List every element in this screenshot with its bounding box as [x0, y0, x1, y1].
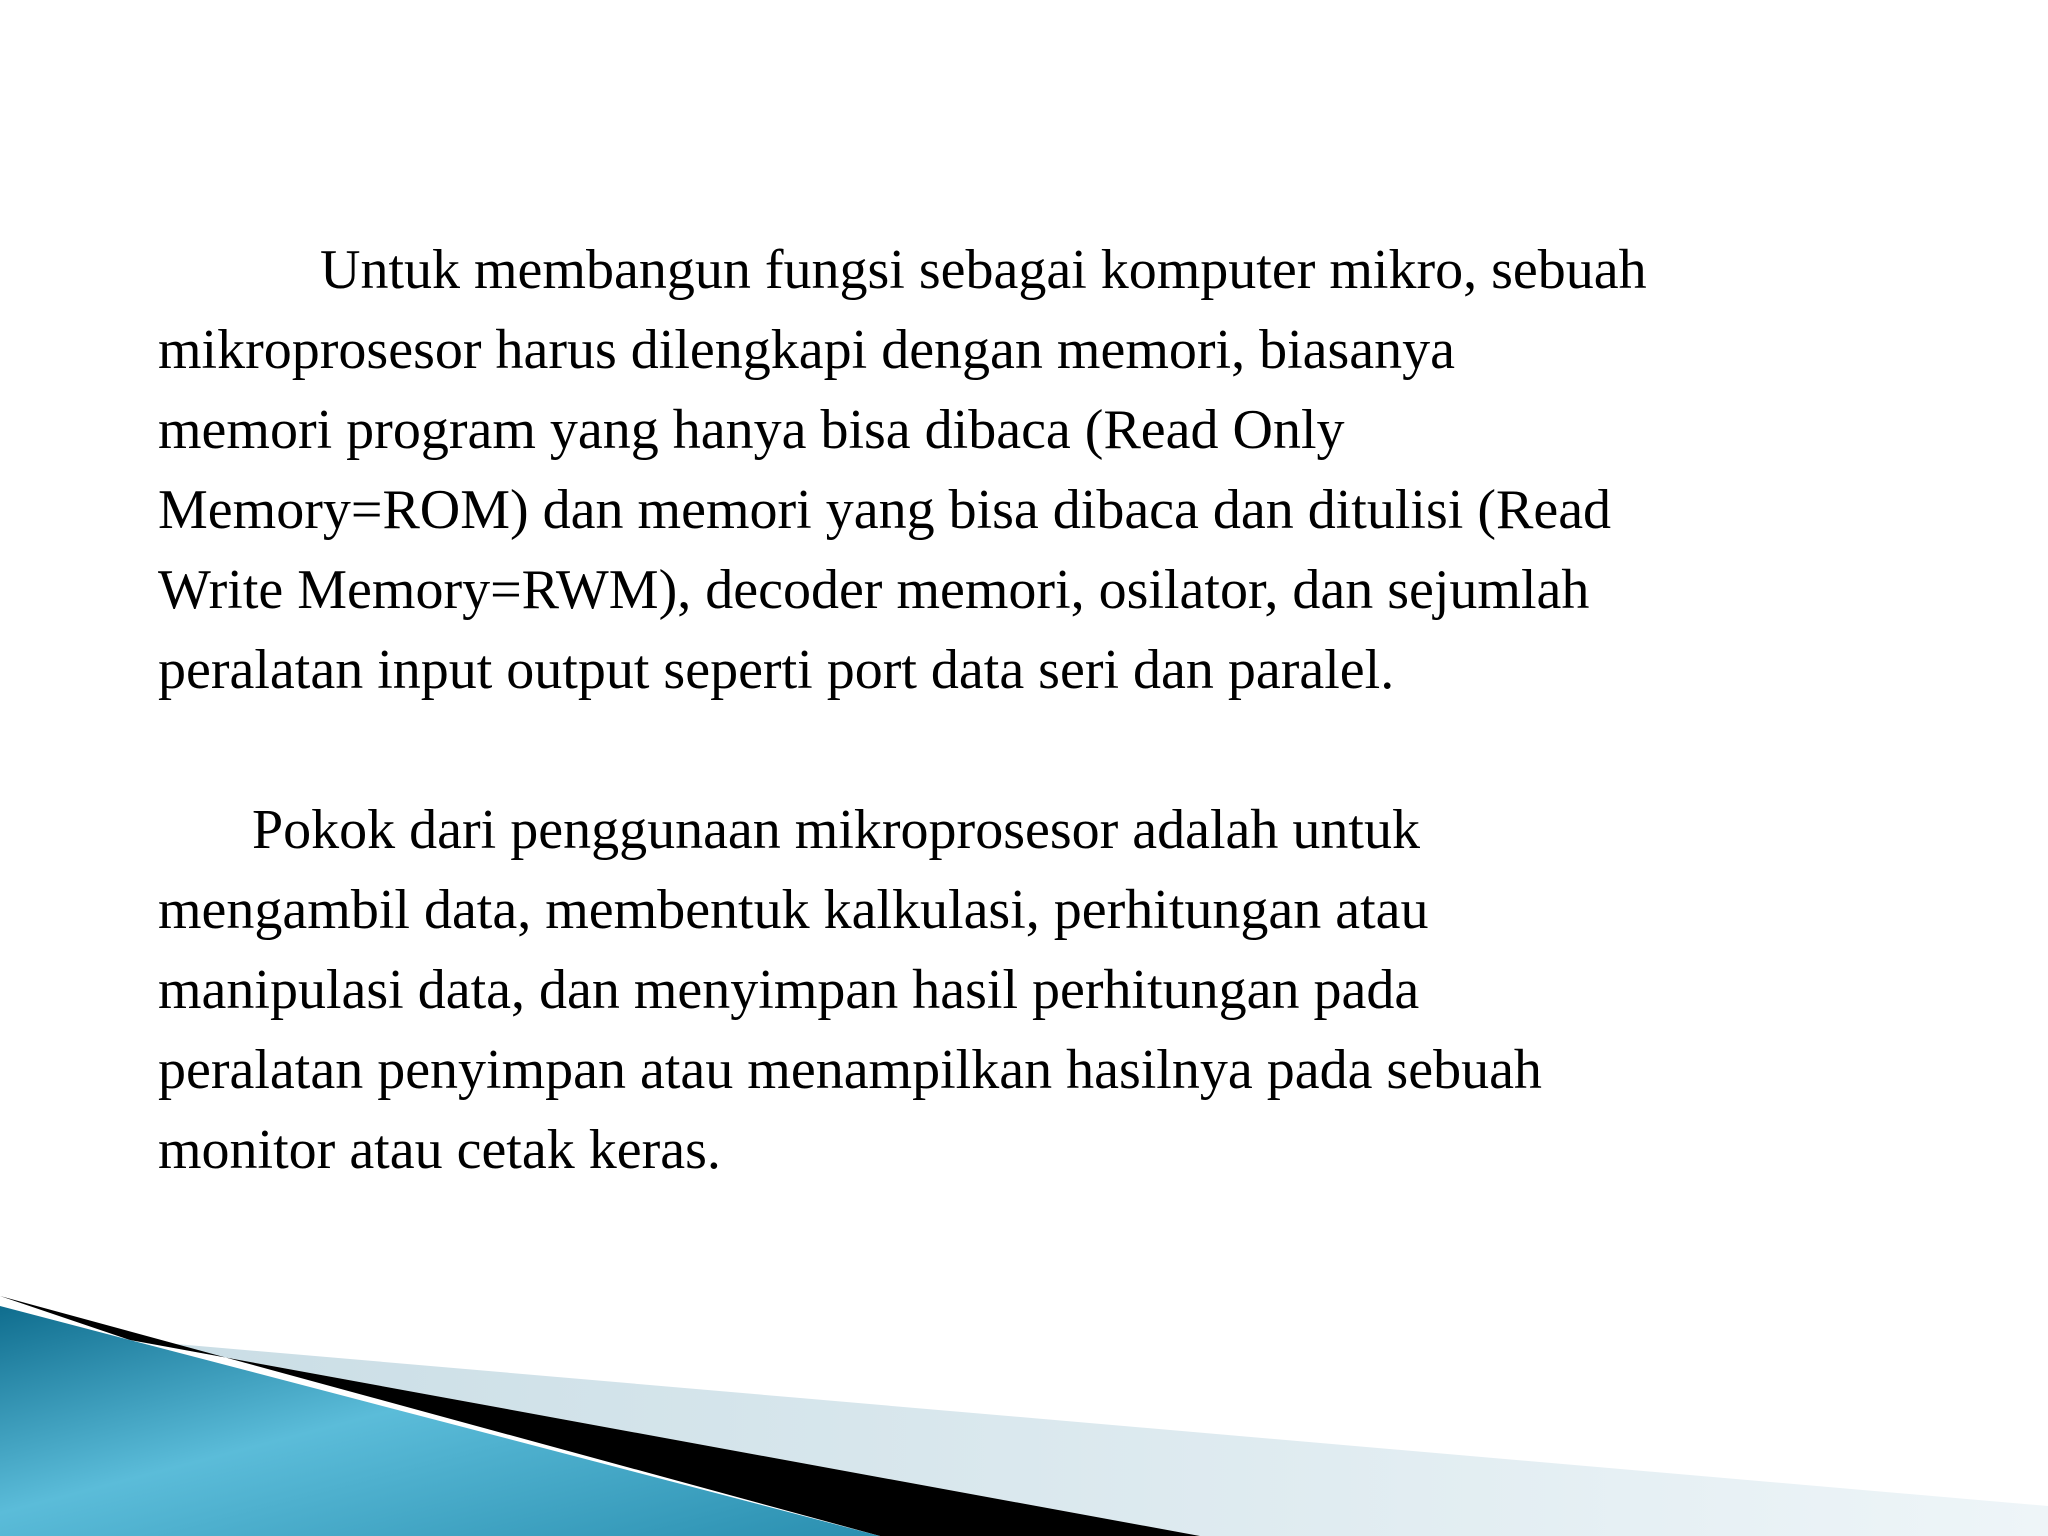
paragraph-line: memori program yang hanya bisa dibaca (Read Only: [158, 399, 1345, 461]
paragraph-2: [158, 790, 1838, 1190]
paragraph-line: Memory=ROM) dan memori yang bisa dibaca dan ditulisi (Read: [158, 479, 1612, 541]
paragraph-spacer: [158, 710, 1838, 790]
paragraph-line: Write Memory=RWM), decoder memori, osilator, dan sejumlah: [158, 559, 1590, 621]
paragraph-line: mengambil data, membentuk kalkulasi, perhitungan atau: [158, 879, 1429, 941]
paragraph-line: Pokok dari penggunaan mikroprosesor adalah untuk: [252, 799, 1420, 861]
paragraph-line: peralatan input output seperti port data seri dan paralel.: [158, 639, 1395, 701]
slide-body-text: [158, 230, 1838, 1190]
paragraph-line: Untuk membangun fungsi sebagai komputer mikro, sebuah: [320, 239, 1647, 301]
paragraph-1: [158, 230, 1838, 710]
decorative-swoosh: [0, 1280, 2048, 1536]
paragraph-line: peralatan penyimpan atau menampilkan hasilnya pada sebuah: [158, 1039, 1542, 1101]
paragraph-line: mikroprosesor harus dilengkapi dengan memori, biasanya: [158, 319, 1455, 381]
paragraph-line: manipulasi data, dan menyimpan hasil perhitungan pada: [158, 959, 1420, 1021]
paragraph-line: monitor atau cetak keras.: [158, 1119, 721, 1181]
